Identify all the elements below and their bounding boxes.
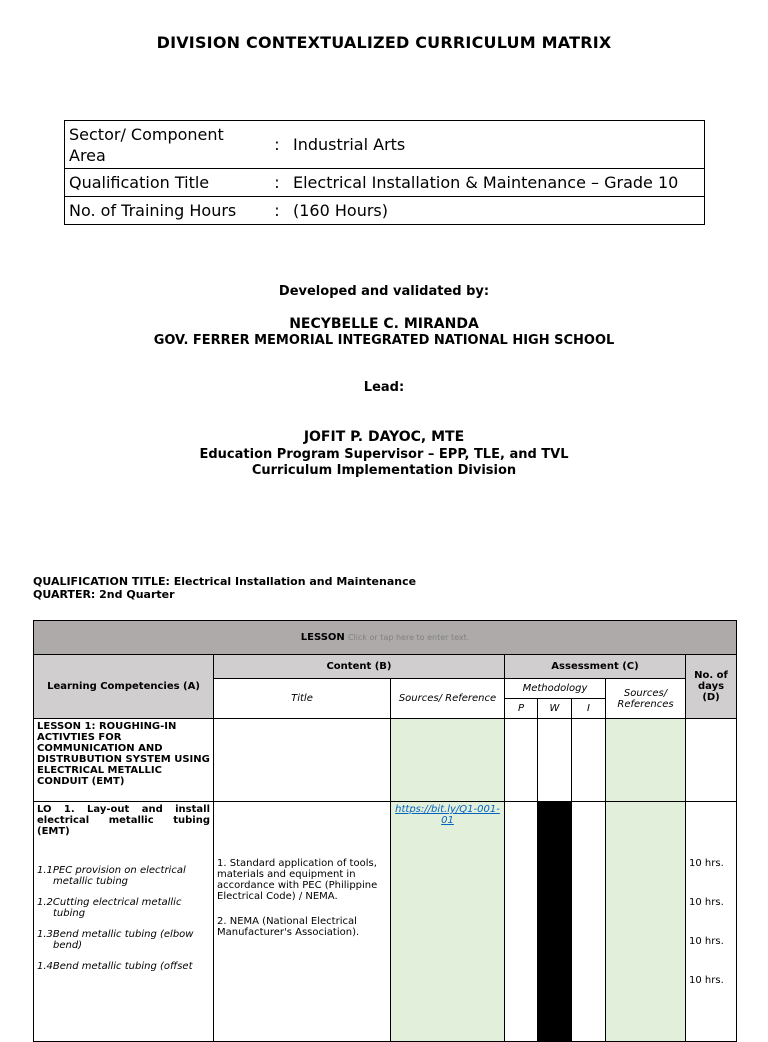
lo1-p (505, 802, 538, 1042)
lead-label: Lead: (363, 380, 405, 395)
developer-name: NECYBELLE C. MIRANDA (289, 316, 479, 332)
header-row-1 (34, 655, 737, 679)
lesson1-i (572, 719, 606, 802)
info-separator: : (265, 197, 289, 225)
title-header: Title (214, 679, 391, 719)
info-separator: : (265, 169, 289, 197)
content-header: Content (B) (214, 655, 505, 679)
days-value: 10 hrs. (689, 975, 724, 986)
lead-role: Education Program Supervisor – EPP, TLE, and TVL (199, 447, 569, 462)
lesson1-title: LESSON 1: ROUGHING-IN ACTIVTIES FOR COMMUNICATION AND DISTRUBUTION SYSTEM USING ELECTRICAL METALLIC CONDUIT (EMT) (34, 719, 214, 802)
sub-competency-1-2: 1.2Cutting electrical metallic tubing (37, 897, 182, 919)
lesson-label: LESSON (300, 632, 345, 643)
info-row-qualification (65, 169, 705, 197)
lesson1-p (505, 719, 538, 802)
lesson-placeholder[interactable]: Click or tap here to enter text. (347, 633, 470, 642)
info-row-hours (65, 197, 705, 225)
developed-label: Developed and validated by: (278, 284, 490, 299)
lo1-w-filled (538, 802, 572, 1042)
qualification-title-line: QUALIFICATION TITLE: Electrical Installation and Maintenance (33, 575, 417, 588)
lo1-days (686, 802, 737, 1042)
lesson1-w (538, 719, 572, 802)
lesson1-days (686, 719, 737, 802)
lesson1-sources (391, 719, 505, 802)
lead-division: Curriculum Implementation Division (251, 463, 517, 478)
method-w-header: W (538, 699, 572, 719)
days-value: 10 hrs. (689, 897, 724, 908)
lo1-sources (391, 802, 505, 1042)
reference-link[interactable]: https://bit.ly/Q1-001-01 (395, 804, 500, 826)
lo1-competencies (34, 802, 214, 1042)
lesson1-assess-sources (606, 719, 686, 802)
days-value: 10 hrs. (689, 858, 724, 869)
qualification-info-table (64, 120, 705, 225)
lesson1-content-title (214, 719, 391, 802)
info-label: Sector/ Component Area (65, 121, 266, 169)
content-item-2: 2. NEMA (National Electrical Manufacturer's Association). (217, 916, 360, 938)
days-header: No. of days (D) (686, 655, 737, 719)
sources-references-header: Sources/ References (606, 679, 686, 719)
quarter-line: QUARTER: 2nd Quarter (33, 588, 175, 601)
lesson-header-row (34, 621, 737, 655)
info-value: (160 Hours) (289, 197, 705, 225)
method-i-header: I (572, 699, 606, 719)
info-value: Industrial Arts (289, 121, 705, 169)
curriculum-matrix-table (33, 620, 737, 1042)
lo1-content-title (214, 802, 391, 1042)
info-label: No. of Training Hours (65, 197, 266, 225)
assessment-header: Assessment (C) (505, 655, 686, 679)
document-title: DIVISION CONTEXTUALIZED CURRICULUM MATRIX (156, 33, 612, 52)
sub-competency-1-3: 1.3Bend metallic tubing (elbow bend) (37, 929, 194, 951)
sub-competency-1-4: 1.4Bend metallic tubing (offset (37, 961, 193, 972)
developer-school: GOV. FERRER MEMORIAL INTEGRATED NATIONAL HIGH SCHOOL (153, 333, 615, 348)
days-value: 10 hrs. (689, 936, 724, 947)
info-label: Qualification Title (65, 169, 266, 197)
info-value: Electrical Installation & Maintenance – Grade 10 (289, 169, 705, 197)
lead-name: JOFIT P. DAYOC, MTE (303, 429, 465, 445)
lo1-i (572, 802, 606, 1042)
methodology-header: Methodology (505, 679, 606, 699)
sources-reference-header: Sources/ Reference (391, 679, 505, 719)
content-item-1: 1. Standard application of tools, materials and equipment in accordance with PEC (Philippine Electrical Code) / NEMA. (217, 858, 378, 902)
learning-competencies-header: Learning Competencies (A) (34, 655, 214, 719)
lesson-header (34, 621, 737, 655)
lo1-assess-sources (606, 802, 686, 1042)
sub-competency-1-1: 1.1PEC provision on electrical metallic tubing (37, 865, 186, 887)
lo1-row (34, 802, 737, 1042)
lesson1-row (34, 719, 737, 802)
info-row-sector (65, 121, 705, 169)
lo1-title: LO 1. Lay-out and install electrical metallic tubing (EMT) (37, 804, 210, 837)
method-p-header: P (505, 699, 538, 719)
info-separator: : (265, 121, 289, 169)
